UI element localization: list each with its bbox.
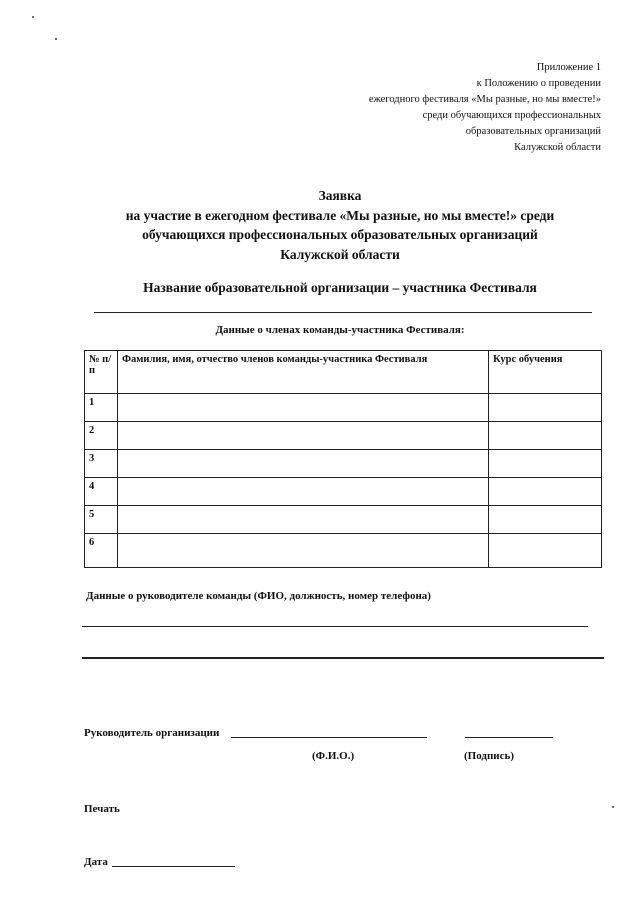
header-name: Фамилия, имя, отчество членов команды-участника Фестиваля: [118, 351, 489, 394]
member-course-cell[interactable]: [489, 478, 602, 506]
row-number: 3: [85, 450, 118, 478]
member-course-cell[interactable]: [489, 450, 602, 478]
row-number: 2: [85, 422, 118, 450]
leader-field-line[interactable]: [82, 626, 588, 627]
member-name-cell[interactable]: [118, 394, 489, 422]
appendix-line: ежегодного фестиваля «Мы разные, но мы вместе!»: [368, 94, 601, 105]
member-name-cell[interactable]: [118, 478, 489, 506]
org-name-heading: Название образовательной организации – участника Фестиваля: [143, 280, 537, 295]
table-row: [85, 394, 602, 422]
table-row: [85, 506, 602, 534]
row-number: 6: [85, 534, 118, 568]
org-name-field-line[interactable]: [94, 312, 592, 313]
members-caption: Данные о членах команды-участника Фестиваля:: [215, 324, 465, 336]
leader-field-line-2[interactable]: [82, 657, 604, 659]
date-field-line[interactable]: [112, 866, 235, 867]
date-label: Дата: [84, 856, 108, 868]
member-course-cell[interactable]: [489, 422, 602, 450]
head-fio-field-line[interactable]: [231, 737, 427, 738]
member-name-cell[interactable]: [118, 506, 489, 534]
member-course-cell[interactable]: [489, 394, 602, 422]
scan-speck: [32, 16, 34, 18]
table-row: [85, 450, 602, 478]
title-line: Заявка: [318, 188, 362, 203]
appendix-note: [301, 60, 601, 156]
table-header-row: [85, 351, 602, 394]
row-number: 1: [85, 394, 118, 422]
member-name-cell[interactable]: [118, 422, 489, 450]
stamp-label: Печать: [84, 803, 120, 815]
table-row: [85, 534, 602, 568]
member-name-cell[interactable]: [118, 450, 489, 478]
appendix-line: Приложение 1: [536, 62, 601, 73]
title-line: Калужской области: [280, 246, 400, 262]
member-course-cell[interactable]: [489, 506, 602, 534]
title-line: обучающихся профессиональных образовательных организаций: [142, 227, 538, 242]
document-title: [40, 186, 639, 264]
member-course-cell[interactable]: [489, 534, 602, 568]
row-number: 5: [85, 506, 118, 534]
member-name-cell[interactable]: [118, 534, 489, 568]
row-number: 4: [85, 478, 118, 506]
appendix-line: Калужской области: [514, 142, 601, 153]
fio-hint: (Ф.И.О.): [312, 750, 355, 762]
scan-speck: [55, 38, 57, 40]
signature-hint: (Подпись): [464, 750, 515, 762]
header-number: № п/п: [85, 351, 118, 394]
appendix-line: образовательных организаций: [465, 126, 601, 137]
header-course: Курс обучения: [489, 351, 602, 394]
title-line: на участие в ежегодном фестивале «Мы разные, но мы вместе!» среди: [125, 207, 555, 223]
table-row: [85, 422, 602, 450]
appendix-line: к Положению о проведении: [476, 78, 601, 89]
appendix-line: среди обучающихся профессиональных: [422, 110, 601, 121]
head-signature-field-line[interactable]: [465, 737, 553, 738]
head-of-org-label: Руководитель организации: [84, 727, 220, 739]
members-table: [84, 350, 602, 568]
scan-speck: [612, 806, 614, 808]
table-row: [85, 478, 602, 506]
leader-caption: Данные о руководителе команды (ФИО, должность, номер телефона): [86, 590, 431, 602]
